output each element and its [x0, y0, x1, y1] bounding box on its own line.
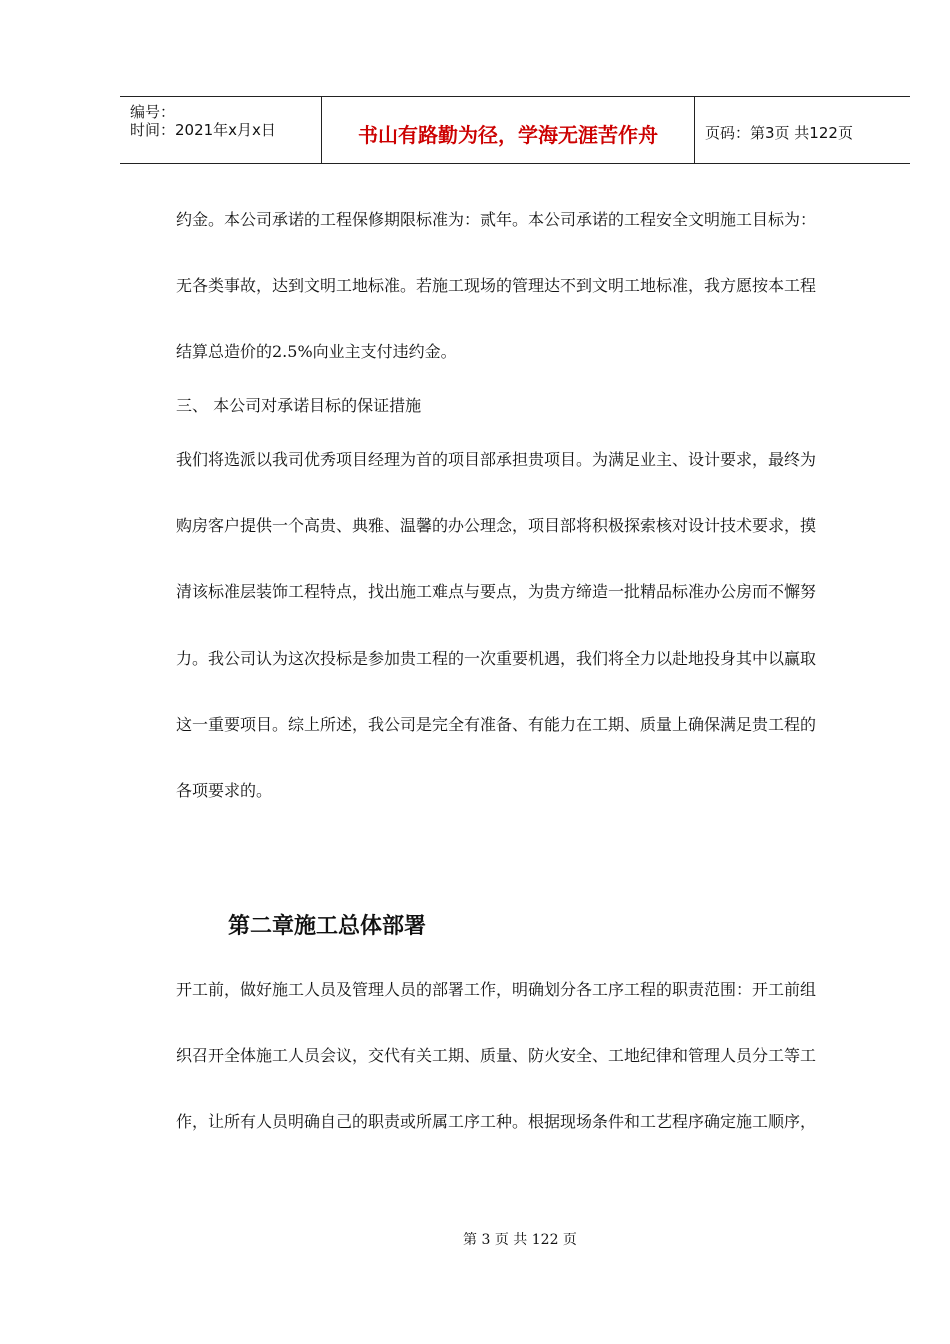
header-motto: 书山有路勤为径，学海无涯苦作舟	[358, 123, 658, 147]
chapter-line: 开工前，做好施工人员及管理人员的部署工作，明确划分各工序工程的职责范围：开工前组	[176, 980, 817, 999]
body-line: 结算总造价的2.5%向业主支付违约金。	[176, 342, 457, 361]
header-info-cell	[120, 97, 321, 163]
document-header	[120, 96, 910, 164]
body-line: 约金。本公司承诺的工程保修期限标准为：贰年。本公司承诺的工程安全文明施工目标为：	[176, 210, 817, 229]
document-code-label: 编号：	[130, 103, 176, 121]
page-footer: 第 3 页 共 122 页	[463, 1232, 577, 1248]
body-line: 清该标准层装饰工程特点，找出施工难点与要点，为贵方缔造一批精品标准办公房而不懈努	[176, 582, 817, 601]
header-page-cell	[695, 97, 910, 163]
body-line: 无各类事故，达到文明工地标准。若施工现场的管理达不到文明工地标准，我方愿按本工程	[176, 276, 817, 295]
body-line: 我们将选派以我司优秀项目经理为首的项目部承担贵项目。为满足业主、设计要求，最终为	[176, 450, 817, 469]
header-motto-cell	[321, 97, 695, 163]
body-line: 力。我公司认为这次投标是参加贵工程的一次重要机遇，我们将全力以赴地投身其中以赢取	[176, 649, 817, 668]
body-line: 各项要求的。	[176, 781, 273, 800]
chapter-title: 第二章施工总体部署	[228, 914, 427, 939]
header-page-code: 页码：第3页 共122页	[705, 124, 853, 142]
chapter-line: 织召开全体施工人员会议，交代有关工期、质量、防火安全、工地纪律和管理人员分工等工	[176, 1046, 817, 1065]
body-line: 这一重要项目。综上所述，我公司是完全有准备、有能力在工期、质量上确保满足贵工程的	[176, 715, 817, 734]
chapter-line: 作，让所有人员明确自己的职责或所属工序工种。根据现场条件和工艺程序确定施工顺序，	[176, 1112, 817, 1131]
body-line: 购房客户提供一个高贵、典雅、温馨的办公理念，项目部将积极探索核对设计技术要求，摸	[176, 516, 817, 535]
document-time-label: 时间：2021年x月x日	[130, 121, 276, 139]
section-heading: 三、 本公司对承诺目标的保证措施	[176, 396, 422, 415]
